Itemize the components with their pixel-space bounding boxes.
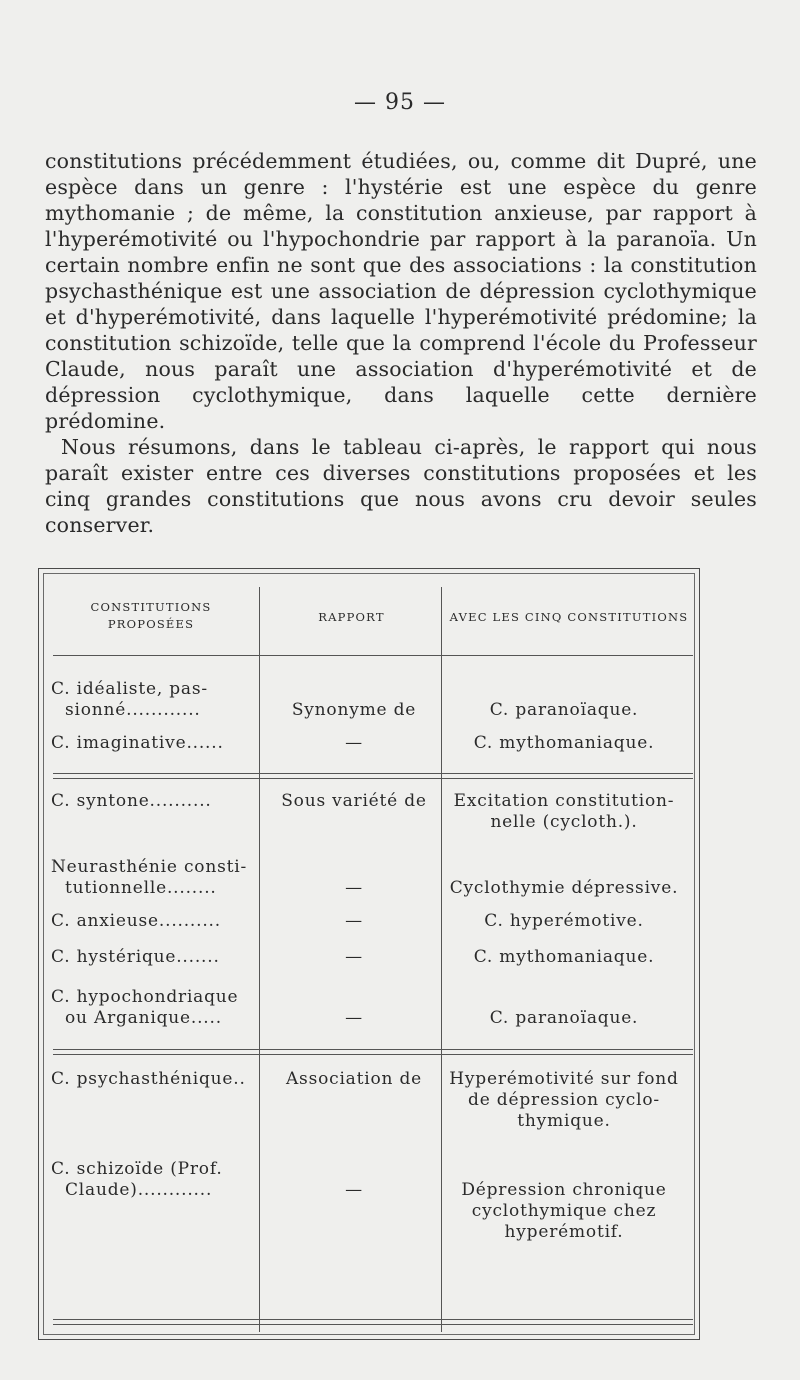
header-divider [53, 655, 693, 656]
avec-hyperemotive: C. hyperémotive. [484, 911, 644, 931]
avec-mythomaniaque-1: C. mythomaniaque. [473, 733, 655, 753]
header-avec: AVEC LES CINQ CONSTITUTIONS [449, 610, 689, 624]
avec-mythomaniaque-2: C. mythomaniaque. [473, 947, 655, 967]
body-text [45, 148, 757, 538]
row-hypochondriaque: C. hypochondriaque ou Arganique..... [51, 987, 239, 1028]
row-anxieuse: C. anxieuse.......... [51, 911, 221, 931]
row-hysterique: C. hystérique....... [51, 947, 220, 967]
row-psychasthenique: C. psychasthénique.. [51, 1069, 246, 1089]
rapport-association: Association de [285, 1069, 423, 1089]
table-bottom-rule [53, 1319, 693, 1325]
rapport-dash-6: — [345, 1180, 363, 1200]
header-constitutions: CONSTITUTIONS PROPOSÉES [90, 600, 212, 631]
column-rule-1 [259, 587, 260, 1332]
avec-paranoiaque-1: C. paranoïaque. [489, 700, 639, 720]
paragraph-1: constitutions précédemment étudiées, ou, comme dit Dupré, une espèce dans un genre : l'hystérie est une espèce du genre mythomanie ; de même, la constitution anxieuse, par rapport à l'hyperémotivité ou l'hypochondrie par rapport à la paranoïa. Un certain nombre enfin ne sont que des associations : la constitution psychasthénique est une association de dépression cyclothymique et d'hyperémotivité, dans laquelle l'hyperémotivité prédomine; la constitution schizoïde, telle que la comprend l'école du Professeur Claude, nous paraît une association d'hyperémotivité et de dépression cyclothymique, dans laquelle cette dernière prédomine. [45, 149, 757, 433]
constitutions-table [38, 568, 700, 1340]
avec-excitation: Excitation constitution- nelle (cycloth.). [453, 791, 675, 832]
rapport-synonyme: Synonyme de [291, 700, 417, 720]
paragraph-2: Nous résumons, dans le tableau ci-après, le rapport qui nous paraît exister entre ces diverses constitutions proposées et les cinq grandes constitutions que nous avons cru devoir seules conserver. [45, 435, 757, 537]
row-neurasthenie: Neurasthénie consti- tutionnelle........ [51, 857, 248, 898]
header-rapport: RAPPORT [318, 610, 385, 624]
group-divider-2 [53, 1049, 693, 1055]
row-schizoide: C. schizoïde (Prof. Claude)............ [51, 1159, 223, 1200]
rapport-dash-4: — [345, 947, 363, 967]
row-imaginative: C. imaginative...... [51, 733, 224, 753]
avec-depression: Dépression chronique cyclothymique chez hyperémotif. [461, 1180, 667, 1242]
row-syntone: C. syntone.......... [51, 791, 212, 811]
rapport-dash-2: — [345, 878, 363, 898]
rapport-dash-1: — [345, 733, 363, 753]
rapport-dash-3: — [345, 911, 363, 931]
avec-cyclothymie: Cyclothymie dépressive. [449, 878, 679, 898]
avec-paranoiaque-2: C. paranoïaque. [489, 1008, 639, 1028]
page-number: — 95 — [354, 90, 446, 115]
rapport-sous-variete: Sous variété de [281, 791, 427, 811]
group-divider-1 [53, 773, 693, 779]
row-idealiste: C. idéaliste, pas- sionné............ [51, 679, 208, 720]
rapport-dash-5: — [345, 1008, 363, 1028]
avec-hyperemotivite: Hyperémotivité sur fond de dépression cyclo- thymique. [449, 1069, 679, 1131]
